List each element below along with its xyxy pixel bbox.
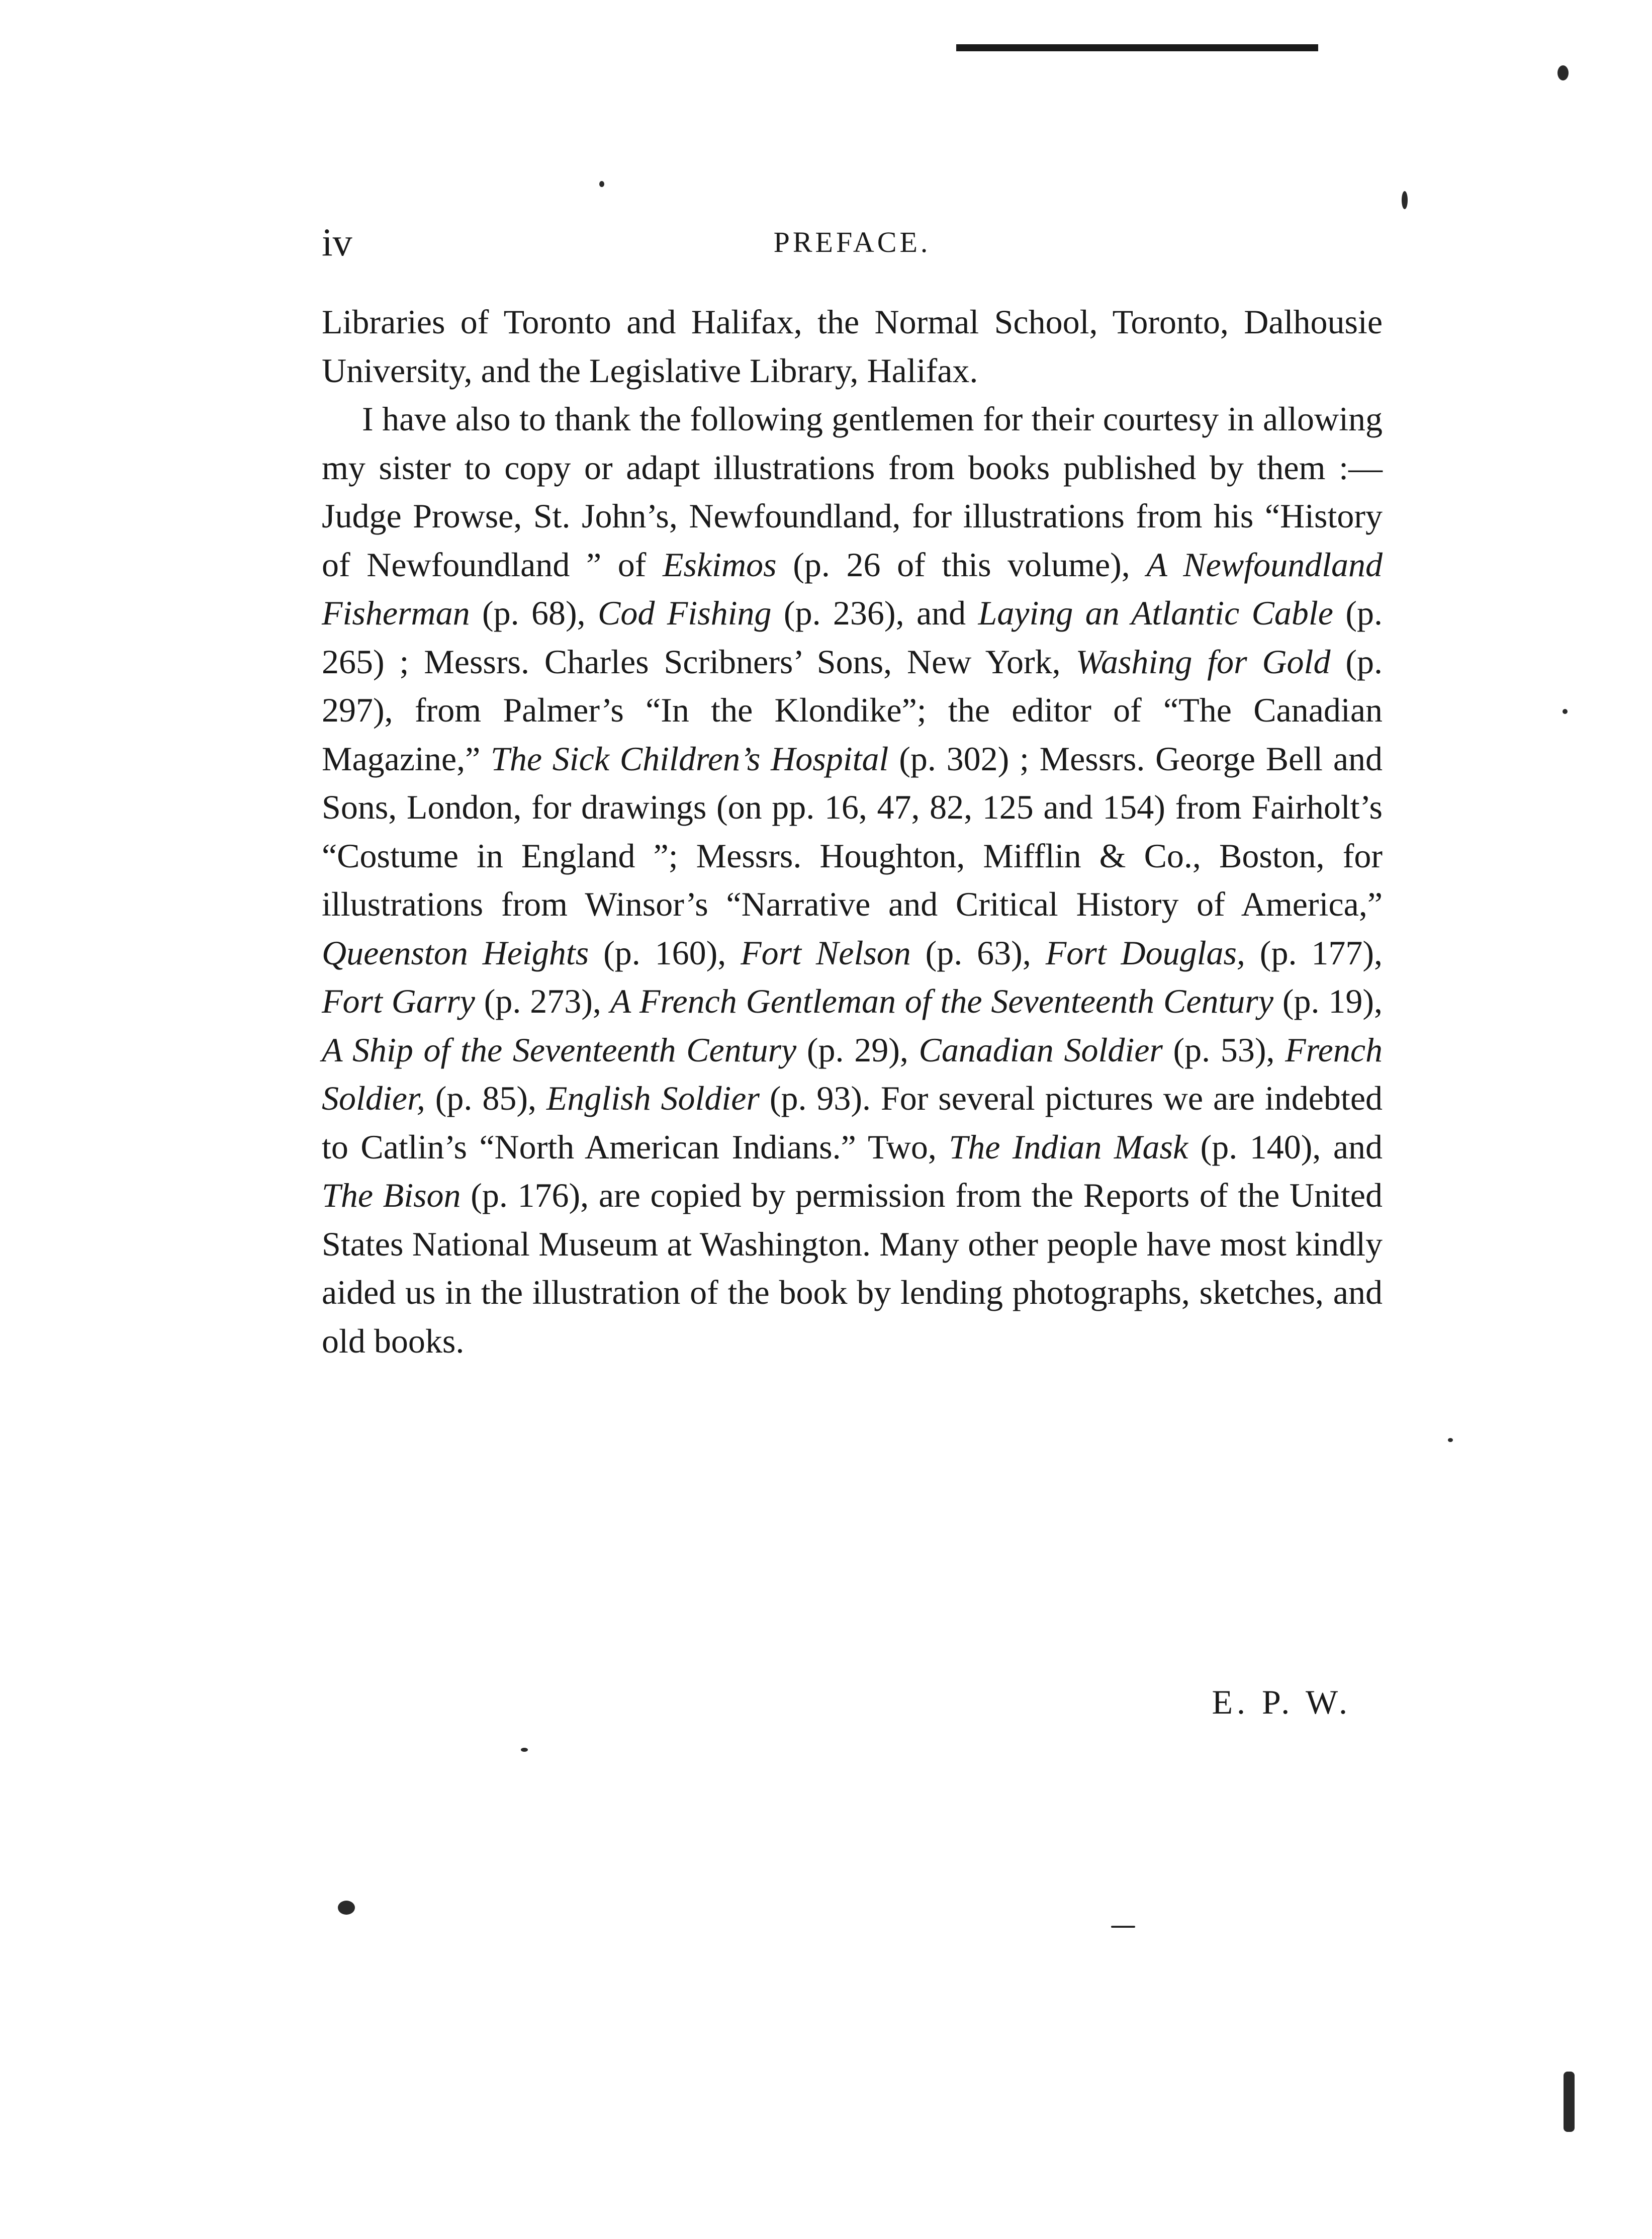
running-head: PREFACE. <box>773 226 931 258</box>
text-run: (p. 26 of this volume), <box>776 545 1147 584</box>
illustration-title: Washing for Gold <box>1075 642 1331 681</box>
text-run: (p. 63), <box>910 933 1046 972</box>
paragraph-libraries: Libraries of Toronto and Halifax, the Normal School, Toronto, Dalhousie University, and the Legislative Library, Halifax. <box>322 303 1383 390</box>
text-run: (p. 140), and <box>1188 1127 1383 1166</box>
text-run: (p. 19), <box>1273 982 1383 1020</box>
illustration-title: Fort Nelson <box>741 933 911 972</box>
illustration-title: A Ship of the Seventeenth Century <box>322 1030 797 1069</box>
text-run: (p. 273), <box>475 982 610 1020</box>
scan-speck <box>1557 65 1569 80</box>
page-header <box>322 212 1383 273</box>
illustration-title: Cod Fishing <box>598 594 772 632</box>
scan-speck <box>1564 2072 1575 2132</box>
illustration-title: Laying an Atlantic Cable <box>978 594 1333 632</box>
scan-speck <box>521 1748 528 1752</box>
top-rule <box>956 44 1318 51</box>
text-run: (p. 297), from Palmer’s “In the Klondike”; the editor of “The Canadian Magazine,” <box>322 642 1383 778</box>
text-run: (p. 93). For several pictures we are indebted to Catlin’s “North American Indians.” Two, <box>322 1079 1383 1166</box>
scan-speck <box>338 1901 355 1915</box>
scan-speck <box>1448 1438 1453 1442</box>
illustration-title: Fort Douglas, <box>1045 933 1245 972</box>
illustration-title: The Bison <box>322 1176 461 1214</box>
scan-speck <box>1402 191 1408 209</box>
illustration-title: Eskimos <box>662 545 777 584</box>
paragraph-acknowledgements <box>322 395 1383 1365</box>
illustration-title: Canadian Soldier <box>919 1030 1163 1069</box>
preface-body <box>322 298 1383 1365</box>
illustration-title: A French Gentleman of the Seventeenth Century <box>610 982 1274 1020</box>
text-run: (p. 160), <box>589 933 741 972</box>
illustration-title: English Soldier <box>546 1079 760 1117</box>
scan-speck <box>599 181 604 187</box>
illustration-title: A Newfoundland Fisherman <box>322 545 1383 632</box>
text-run: (p. 176), are copied by permission from the Reports of the United States National Museum at Washington. Many other people have most kindly aided us in the illustration of the book by lending photographs, sketches, and old books. <box>322 1176 1383 1360</box>
page-number: iv <box>322 220 352 264</box>
text-run: (p. 236), and <box>771 594 978 632</box>
text-run: I have also to thank the following gentlemen for their courtesy in allowing my sister to copy or adapt illustrations from books published by them :—Judge Prowse, St. John’s, Newfoundland, for illustrations from his “History of Newfoundland ” of <box>322 400 1383 584</box>
scan-speck <box>1563 709 1568 714</box>
text-run: (p. 85), <box>425 1079 546 1117</box>
illustration-title: Queenston Heights <box>322 933 589 972</box>
illustration-title: French Soldier, <box>322 1030 1383 1117</box>
text-run: (p. 29), <box>796 1030 919 1069</box>
illustration-title: The Indian Mask <box>949 1127 1188 1166</box>
text-run: (p. 53), <box>1162 1030 1286 1069</box>
text-run: (p. 68), <box>470 594 598 632</box>
text-run: (p. 265) ; Messrs. Charles Scribners’ Sons, New York, <box>322 594 1383 681</box>
illustration-title: Fort Garry <box>322 982 475 1020</box>
illustration-title: The Sick Children’s Hospital <box>491 739 889 778</box>
text-run: (p. 302) ; Messrs. George Bell and Sons, London, for drawings (on pp. 16, 47, 82, 125 and 154) from Fairholt’s “Costume in England ”; Messrs. Houghton, Mifflin & Co., Boston, for illustrations from Winsor’s “Narrative and Critical History of America,” <box>322 739 1383 923</box>
signature-initials: E. P. W. <box>1212 1683 1351 1721</box>
text-run: (p. 177), <box>1245 933 1383 972</box>
scan-speck <box>1111 1926 1135 1928</box>
